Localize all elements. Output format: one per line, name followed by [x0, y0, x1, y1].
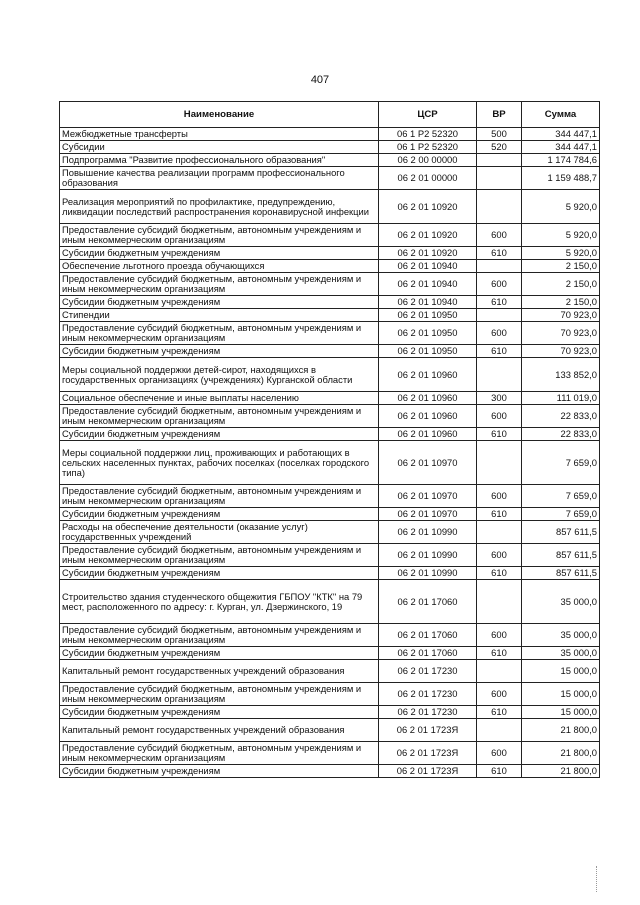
table-row	[60, 167, 600, 190]
cell-csr: 06 2 01 10940	[379, 273, 477, 296]
table-row	[60, 647, 600, 660]
cell-sum: 1 159 488,7	[522, 167, 600, 190]
cell-csr: 06 2 01 10960	[379, 392, 477, 405]
cell-sum: 21 800,0	[522, 742, 600, 765]
cell-vr	[477, 309, 522, 322]
table-row	[60, 508, 600, 521]
cell-csr: 06 2 01 10960	[379, 405, 477, 428]
table-row	[60, 405, 600, 428]
cell-name: Капитальный ремонт государственных учреждений образования	[60, 660, 379, 683]
cell-sum: 35 000,0	[522, 624, 600, 647]
cell-sum: 35 000,0	[522, 647, 600, 660]
cell-csr: 06 2 01 00000	[379, 167, 477, 190]
table-row	[60, 190, 600, 224]
cell-sum: 70 923,0	[522, 309, 600, 322]
scan-artifact	[596, 866, 598, 892]
cell-name: Расходы на обеспечение деятельности (оказание услуг) государственных учреждений	[60, 521, 379, 544]
cell-sum: 15 000,0	[522, 706, 600, 719]
cell-name: Социальное обеспечение и иные выплаты населению	[60, 392, 379, 405]
cell-csr: 06 2 01 10950	[379, 322, 477, 345]
cell-sum: 5 920,0	[522, 247, 600, 260]
cell-name: Предоставление субсидий бюджетным, автономным учреждениям и иным некоммерческим организациям	[60, 485, 379, 508]
cell-sum: 2 150,0	[522, 260, 600, 273]
cell-csr: 06 1 P2 52320	[379, 128, 477, 141]
table-row	[60, 322, 600, 345]
cell-vr	[477, 167, 522, 190]
cell-sum: 857 611,5	[522, 544, 600, 567]
cell-name: Субсидии бюджетным учреждениям	[60, 647, 379, 660]
cell-name: Меры социальной поддержки детей-сирот, находящихся в государственных организациях (учреждениях) Курганской области	[60, 358, 379, 392]
budget-table	[59, 101, 600, 778]
cell-csr: 06 2 01 1723Я	[379, 765, 477, 778]
cell-vr: 600	[477, 273, 522, 296]
cell-name: Предоставление субсидий бюджетным, автономным учреждениям и иным некоммерческим организациям	[60, 273, 379, 296]
cell-sum: 111 019,0	[522, 392, 600, 405]
cell-vr: 600	[477, 683, 522, 706]
cell-name: Субсидии бюджетным учреждениям	[60, 706, 379, 719]
cell-vr: 610	[477, 765, 522, 778]
cell-vr: 610	[477, 567, 522, 580]
cell-vr: 600	[477, 742, 522, 765]
cell-sum: 21 800,0	[522, 765, 600, 778]
table-row	[60, 683, 600, 706]
header-sum: Сумма	[522, 102, 600, 128]
cell-csr: 06 2 01 10990	[379, 544, 477, 567]
table-row	[60, 485, 600, 508]
header-name: Наименование	[60, 102, 379, 128]
cell-name: Реализация мероприятий по профилактике, предупреждению, ликвидации последствий распространения коронавирусной инфекции	[60, 190, 379, 224]
table-header-row	[60, 102, 600, 128]
table-row	[60, 154, 600, 167]
cell-name: Субсидии бюджетным учреждениям	[60, 247, 379, 260]
table-row	[60, 260, 600, 273]
cell-sum: 22 833,0	[522, 405, 600, 428]
table-row	[60, 224, 600, 247]
cell-csr: 06 2 01 17230	[379, 683, 477, 706]
cell-name: Субсидии бюджетным учреждениям	[60, 296, 379, 309]
table-row	[60, 521, 600, 544]
cell-sum: 5 920,0	[522, 224, 600, 247]
cell-name: Субсидии бюджетным учреждениям	[60, 765, 379, 778]
cell-csr: 06 2 00 00000	[379, 154, 477, 167]
cell-vr	[477, 521, 522, 544]
cell-sum: 21 800,0	[522, 719, 600, 742]
cell-name: Субсидии бюджетным учреждениям	[60, 508, 379, 521]
cell-vr	[477, 358, 522, 392]
cell-sum: 15 000,0	[522, 683, 600, 706]
cell-csr: 06 2 01 1723Я	[379, 742, 477, 765]
cell-csr: 06 2 01 10960	[379, 428, 477, 441]
cell-vr: 600	[477, 624, 522, 647]
cell-csr: 06 2 01 10950	[379, 345, 477, 358]
cell-name: Предоставление субсидий бюджетным, автономным учреждениям и иным некоммерческим организациям	[60, 405, 379, 428]
cell-csr: 06 2 01 10940	[379, 260, 477, 273]
table-row	[60, 441, 600, 485]
cell-name: Предоставление субсидий бюджетным, автономным учреждениям и иным некоммерческим организациям	[60, 322, 379, 345]
cell-csr: 06 2 01 10920	[379, 247, 477, 260]
cell-name: Субсидии	[60, 141, 379, 154]
table-row	[60, 309, 600, 322]
table-row	[60, 358, 600, 392]
cell-vr: 610	[477, 428, 522, 441]
cell-vr	[477, 154, 522, 167]
cell-csr: 06 2 01 17230	[379, 660, 477, 683]
table-row	[60, 128, 600, 141]
cell-csr: 06 2 01 10920	[379, 190, 477, 224]
cell-name: Предоставление субсидий бюджетным, автономным учреждениям и иным некоммерческим организациям	[60, 683, 379, 706]
table-row	[60, 706, 600, 719]
cell-sum: 344 447,1	[522, 141, 600, 154]
cell-vr: 500	[477, 128, 522, 141]
table-row	[60, 247, 600, 260]
cell-vr: 600	[477, 405, 522, 428]
cell-sum: 2 150,0	[522, 296, 600, 309]
cell-csr: 06 2 01 17060	[379, 647, 477, 660]
table-row	[60, 428, 600, 441]
cell-csr: 06 2 01 17230	[379, 706, 477, 719]
cell-vr: 610	[477, 647, 522, 660]
cell-sum: 35 000,0	[522, 580, 600, 624]
cell-csr: 06 2 01 10990	[379, 521, 477, 544]
cell-name: Капитальный ремонт государственных учреждений образования	[60, 719, 379, 742]
table-row	[60, 580, 600, 624]
cell-name: Повышение качества реализации программ профессионального образования	[60, 167, 379, 190]
cell-vr: 520	[477, 141, 522, 154]
cell-csr: 06 2 01 1723Я	[379, 719, 477, 742]
cell-csr: 06 2 01 10970	[379, 485, 477, 508]
cell-csr: 06 1 P2 52320	[379, 141, 477, 154]
cell-vr: 610	[477, 345, 522, 358]
cell-sum: 133 852,0	[522, 358, 600, 392]
cell-vr: 610	[477, 247, 522, 260]
cell-name: Предоставление субсидий бюджетным, автономным учреждениям и иным некоммерческим организациям	[60, 224, 379, 247]
table-row	[60, 544, 600, 567]
table-row	[60, 719, 600, 742]
cell-vr: 600	[477, 544, 522, 567]
table-row	[60, 765, 600, 778]
table-row	[60, 567, 600, 580]
header-csr: ЦСР	[379, 102, 477, 128]
table-row	[60, 273, 600, 296]
cell-vr	[477, 660, 522, 683]
cell-sum: 70 923,0	[522, 345, 600, 358]
cell-vr: 610	[477, 296, 522, 309]
cell-sum: 857 611,5	[522, 521, 600, 544]
cell-sum: 5 920,0	[522, 190, 600, 224]
cell-name: Субсидии бюджетным учреждениям	[60, 428, 379, 441]
cell-name: Стипендии	[60, 309, 379, 322]
page-number: 407	[310, 74, 330, 86]
table-row	[60, 624, 600, 647]
cell-name: Меры социальной поддержки лиц, проживающих и работающих в сельских населенных пунктах, рабочих поселках (поселках городского типа)	[60, 441, 379, 485]
cell-vr	[477, 719, 522, 742]
cell-vr	[477, 441, 522, 485]
cell-sum: 7 659,0	[522, 508, 600, 521]
cell-csr: 06 2 01 10970	[379, 508, 477, 521]
cell-vr	[477, 190, 522, 224]
cell-sum: 344 447,1	[522, 128, 600, 141]
cell-name: Предоставление субсидий бюджетным, автономным учреждениям и иным некоммерческим организациям	[60, 742, 379, 765]
cell-vr	[477, 580, 522, 624]
cell-name: Подпрограмма "Развитие профессионального образования"	[60, 154, 379, 167]
cell-csr: 06 2 01 10970	[379, 441, 477, 485]
cell-sum: 7 659,0	[522, 485, 600, 508]
cell-sum: 70 923,0	[522, 322, 600, 345]
cell-vr: 610	[477, 508, 522, 521]
cell-sum: 15 000,0	[522, 660, 600, 683]
cell-csr: 06 2 01 10990	[379, 567, 477, 580]
cell-sum: 857 611,5	[522, 567, 600, 580]
table-row	[60, 660, 600, 683]
cell-vr: 610	[477, 706, 522, 719]
cell-sum: 2 150,0	[522, 273, 600, 296]
cell-vr: 600	[477, 485, 522, 508]
cell-csr: 06 2 01 17060	[379, 624, 477, 647]
cell-vr	[477, 260, 522, 273]
cell-name: Предоставление субсидий бюджетным, автономным учреждениям и иным некоммерческим организациям	[60, 544, 379, 567]
cell-csr: 06 2 01 10960	[379, 358, 477, 392]
cell-name: Строительство здания студенческого общежития ГБПОУ "КТК" на 79 мест, расположенного по адресу: г. Курган, ул. Дзержинского, 19	[60, 580, 379, 624]
cell-sum: 1 174 784,6	[522, 154, 600, 167]
cell-vr: 300	[477, 392, 522, 405]
cell-name: Субсидии бюджетным учреждениям	[60, 567, 379, 580]
cell-csr: 06 2 01 10920	[379, 224, 477, 247]
table-body	[60, 128, 600, 778]
cell-csr: 06 2 01 10940	[379, 296, 477, 309]
cell-vr: 600	[477, 224, 522, 247]
table-row	[60, 296, 600, 309]
cell-name: Субсидии бюджетным учреждениям	[60, 345, 379, 358]
table-row	[60, 742, 600, 765]
table-row	[60, 141, 600, 154]
header-vr: ВР	[477, 102, 522, 128]
cell-vr: 600	[477, 322, 522, 345]
cell-sum: 22 833,0	[522, 428, 600, 441]
table-row	[60, 345, 600, 358]
cell-name: Предоставление субсидий бюджетным, автономным учреждениям и иным некоммерческим организациям	[60, 624, 379, 647]
table-row	[60, 392, 600, 405]
cell-csr: 06 2 01 17060	[379, 580, 477, 624]
cell-sum: 7 659,0	[522, 441, 600, 485]
cell-csr: 06 2 01 10950	[379, 309, 477, 322]
cell-name: Межбюджетные трансферты	[60, 128, 379, 141]
cell-name: Обеспечение льготного проезда обучающихся	[60, 260, 379, 273]
